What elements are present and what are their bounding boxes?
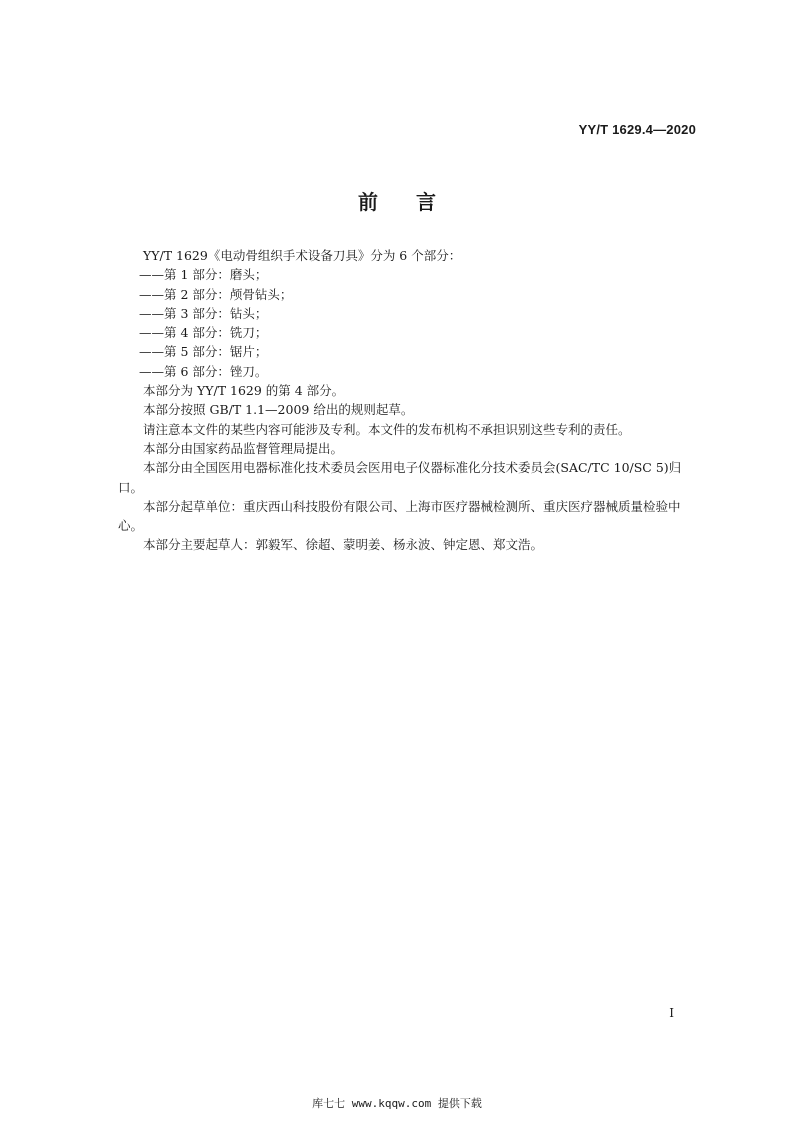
page-title: [0, 186, 794, 215]
drafters-paragraph: 本部分主要起草人：郭毅军、徐超、蒙明姜、杨永波、钟定恩、郑文浩。: [143, 537, 544, 553]
foreword-body: [118, 246, 696, 555]
title-char-1: 前: [358, 190, 378, 214]
list-item: ——第 4 部分：铣刀；: [139, 325, 268, 341]
centralized-paragraph: 本部分由全国医用电器标准化技术委员会医用电子仪器标准化分技术委员会(SAC/TC 10/SC 5)归口。: [118, 460, 682, 495]
list-item: ——第 1 部分：磨头；: [139, 267, 268, 283]
drafting-units-paragraph: 本部分起草单位：重庆西山科技股份有限公司、上海市医疗器械检测所、重庆医疗器械质量检验中心。: [118, 498, 681, 534]
list-item: ——第 5 部分：锯片；: [139, 344, 268, 360]
patent-paragraph: 请注意本文件的某些内容可能涉及专利。本文件的发布机构不承担识别这些专利的责任。: [143, 421, 631, 437]
proposed-paragraph: 本部分由国家药品监督管理局提出。: [143, 440, 344, 456]
standard-number: YY/T 1629.4—2020: [578, 122, 696, 137]
footer-watermark: 库七七 www.kqqw.com 提供下载: [312, 1097, 482, 1110]
part-paragraph: 本部分为 YY/T 1629 的第 4 部分。: [143, 383, 345, 399]
title-char-2: 言: [416, 190, 436, 214]
intro-paragraph: YY/T 1629《电动骨组织手术设备刀具》分为 6 个部分：: [143, 248, 462, 263]
rules-paragraph: 本部分按照 GB/T 1.1—2009 给出的规则起草。: [143, 402, 414, 418]
page-number: I: [669, 1006, 674, 1020]
list-item: ——第 6 部分：锉刀。: [139, 363, 268, 379]
list-item: ——第 2 部分：颅骨钻头；: [139, 286, 293, 302]
list-item: ——第 3 部分：钻头；: [139, 305, 268, 321]
